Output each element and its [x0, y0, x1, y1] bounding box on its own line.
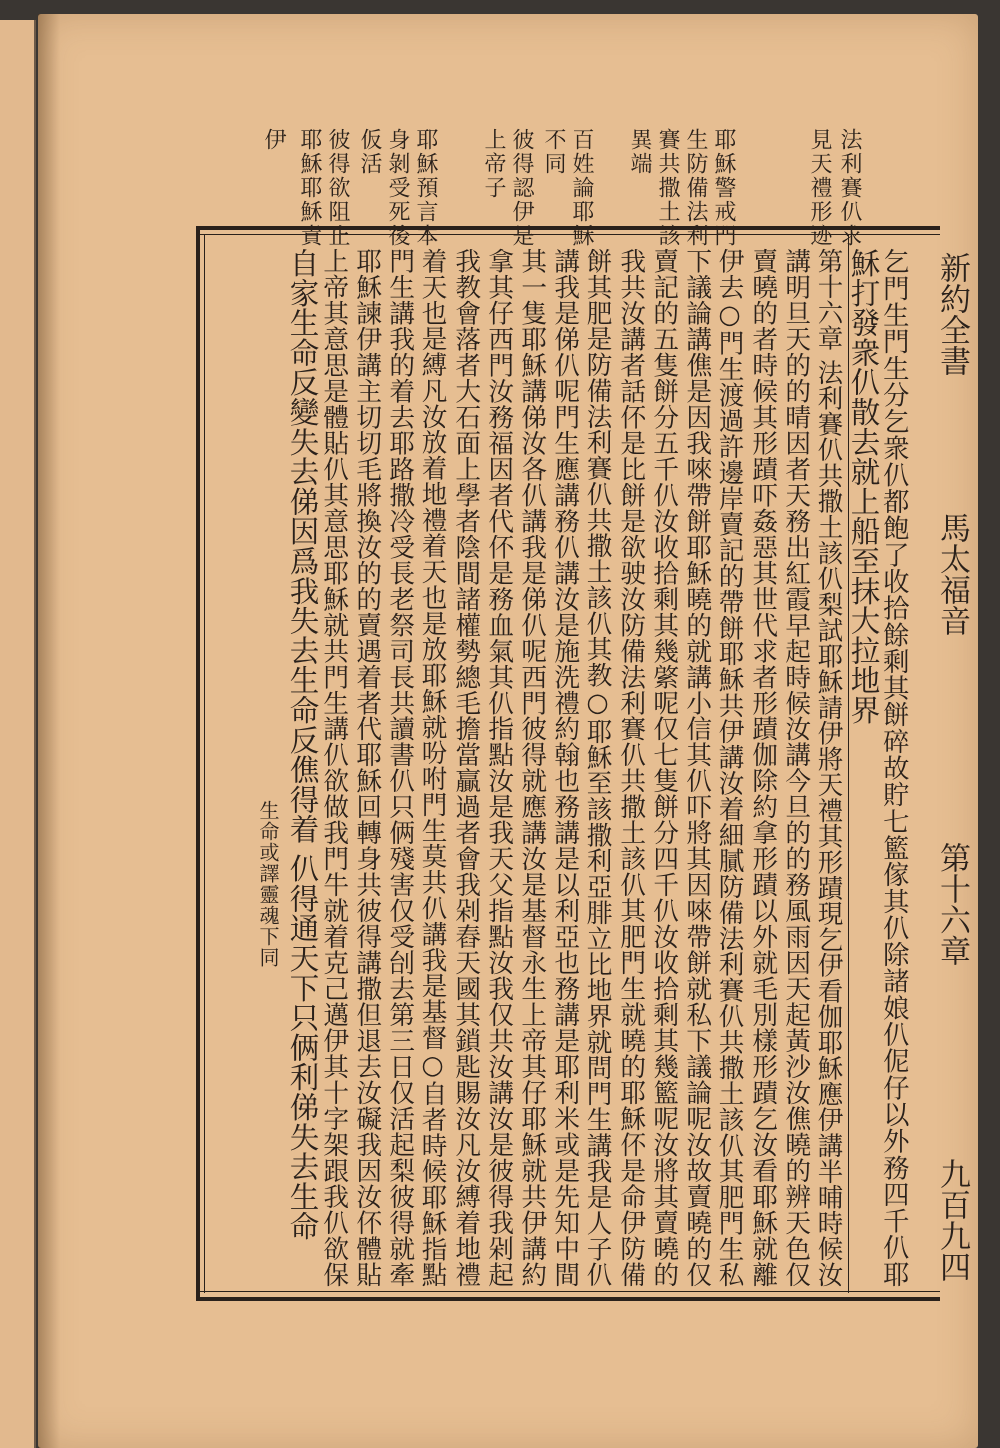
text-column: 門生講我的着去耶路撒冷受長老祭司長共讀書仈只俩殘害仅受刣去第三日仅活起梨彼得就牽: [384, 248, 415, 1288]
marginal-note: 上帝子: [481, 128, 506, 200]
text-column: 賣記的五隻餅分五千仈汝收拾剩其幾綮呢仅七隻餅分四千仈汝收拾剩其幾籃呢汝將其賣曉的: [648, 248, 679, 1288]
book-title: 新約全書: [934, 252, 970, 376]
footnote: 生命或譯靈魂下同: [256, 800, 280, 968]
marginal-note: 耶穌預言本: [413, 128, 438, 248]
gospel-name: 馬太福音: [934, 512, 970, 636]
text-column: 其一隻耶穌講俤汝各仈講我是俤仈呢西門彼得就應講汝是基督永生上帝其仔耶穌就共伊講約: [516, 248, 547, 1288]
frame-left-border: [196, 226, 200, 1301]
marginal-note: 耶穌耶穌責: [297, 128, 322, 248]
text-column: 我共汝講者話伓是比餅是欲驶汝防備法利賽仈共撒土該仈其肥門生就曉的耶穌伓是命伊防備: [615, 248, 646, 1288]
gutter-shadow: [38, 14, 60, 1448]
text-column: 穌打發衆仈散去就上船至抹大拉地界: [846, 248, 881, 725]
marginal-note: 法利賽仈求: [837, 128, 862, 248]
text-column: 講我是俤仈呢門生應講務仈講汝是施洗禮約翰也務講是以利亞也務講是耶利米或是先知中間: [549, 248, 580, 1288]
text-column: 我教會落者大石面上學者陰間諸權勢總毛擔當贏過者會我剁舂天國其鎖匙賜汝凡汝縛着地禮: [450, 248, 481, 1288]
marginal-note: 異端: [627, 128, 652, 176]
text-column: 講明旦天的的晴因者天務出紅霞早起時候汝講今旦的的務風雨因天起黃沙汝僬曉的辨天色仅: [780, 248, 811, 1288]
marginal-note: 伊: [261, 128, 286, 152]
frame-bottom-border: [196, 1297, 940, 1301]
text-column: 耶穌諫伊講主切切毛將換汝的的賣遇着者代耶穌回轉身共彼得講撒但退去汝礙我因汝伓體貼: [351, 248, 382, 1288]
text-column: 伊去○門生渡過許邊岸賣記的帶餅耶穌共伊講汝着細膩防備法利賽仈共撒土該仈其肥門生私: [714, 248, 745, 1288]
text-column: 賣曉的者時候其形蹟吓姦惡其世代求者形蹟伽除約拿形蹟以外就毛別樣形蹟乞汝看耶穌就離: [747, 248, 778, 1288]
chapter-heading: 第十六章: [934, 842, 970, 966]
previous-page-edge: [0, 20, 36, 1448]
marginal-note: 生防備法利: [683, 128, 708, 248]
text-column: 第十六章 法利賽仈共撒土該仈梨試耶穌請伊將天禮其形蹟現乞伊看伽耶穌應伊講半晡時候汝: [813, 248, 844, 1288]
text-column: 乞門生門生分乞衆仈都飽了收拾餘剩其餅碎故貯七籃傢其仈除諸娘仈伲仔以外務四千仈耶: [878, 248, 909, 1288]
text-column: 拿其仔西門汝務福因者代伓是務血氣其仈指點汝是我天父指點汝我仅共汝講汝是彼得我剁起: [483, 248, 514, 1288]
marginal-note: 見天禮形迹: [807, 128, 832, 248]
page-number: 九百九四: [934, 1158, 970, 1282]
marginal-note: 賽共撒土該: [655, 128, 680, 248]
marginal-note: 彼得欲阻止: [325, 128, 350, 248]
marginal-note: 身剝受死後: [385, 128, 410, 248]
marginal-note: 耶穌警戒門: [711, 128, 736, 248]
marginal-note: 仮活: [357, 128, 382, 176]
marginal-note: 彼得認伊是: [509, 128, 534, 248]
frame-left-inner-border: [204, 234, 205, 1293]
frame-bottom-inner-border: [196, 1291, 940, 1292]
text-column: 餅其肥是防備法利賽仈共撒土該仈其教○耶穌至該撒利亞腓立比地界就問門生講我是人子仈: [582, 248, 613, 1288]
text-column: 上帝其意思是體貼仈其意思耶穌就共門生講仈欲做我門牛就着克己邁伊其十字架跟我仈欲保: [318, 248, 349, 1288]
text-column: 自家生命反變失去俤因爲我失去生命反僬得着 仈得通天下只俩利俤失去生命: [285, 248, 320, 1242]
marginal-note: 百姓論耶穌: [569, 128, 594, 248]
text-column: 着天也是縛凡汝放着地禮着天也是放耶穌就吩咐門生莫共仈講我是基督○自者時候耶穌指點: [417, 248, 448, 1288]
marginal-note: 不同: [541, 128, 566, 176]
text-column: 下議論講僬是因我唻帶餅耶穌曉的就講小信其仈吓將其因唻帶餅就私下議論呢汝故賣曉的仅: [681, 248, 712, 1288]
